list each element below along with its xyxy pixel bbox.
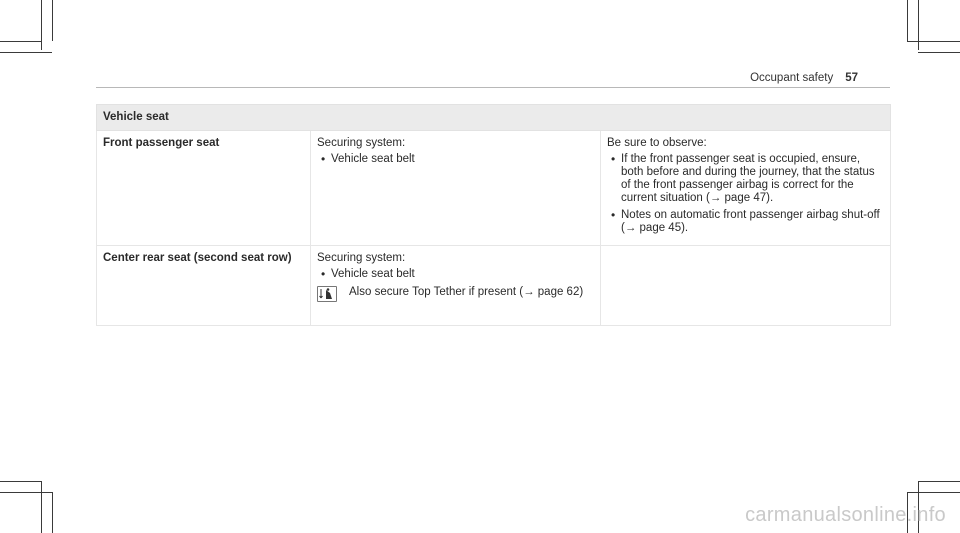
crop-mark xyxy=(41,0,42,50)
section-title: Occupant safety xyxy=(750,72,834,84)
bullet-list xyxy=(607,153,884,235)
list-item: • Vehicle seat belt xyxy=(317,153,594,166)
list-item: • Notes on automatic front passenger airbag shut-off (→ page 45). xyxy=(607,209,884,235)
crop-mark xyxy=(41,481,42,533)
crop-mark xyxy=(907,41,960,42)
row-label: Center rear seat (second seat row) xyxy=(97,246,311,326)
empty-cell xyxy=(601,246,891,326)
crop-mark xyxy=(0,41,41,42)
list-item: • If the front passenger seat is occupied, ensure, both before and during the journey, that the status of the front passenger airbag is correct for the current situation (→ page 47). xyxy=(607,153,884,205)
list-item: • Vehicle seat belt xyxy=(317,268,594,281)
crop-mark xyxy=(907,492,960,493)
cell-intro: Securing system: xyxy=(317,252,406,264)
bullet-list xyxy=(317,268,594,281)
crop-mark xyxy=(0,52,52,53)
table-title: Vehicle seat xyxy=(97,105,891,131)
crop-mark xyxy=(918,481,960,482)
vehicle-seat-table xyxy=(96,104,891,326)
crop-mark xyxy=(0,481,41,482)
crop-mark xyxy=(52,492,53,533)
crop-mark xyxy=(918,0,919,50)
crop-mark xyxy=(907,0,908,41)
crop-mark xyxy=(918,52,960,53)
observe-cell xyxy=(601,131,891,246)
crop-mark xyxy=(52,0,53,41)
header-rule xyxy=(96,87,890,88)
note-text: Also secure Top Tether if present (→ page 62) xyxy=(349,286,584,298)
crop-mark xyxy=(0,492,52,493)
table-row xyxy=(97,131,891,246)
note xyxy=(317,286,594,302)
page-header xyxy=(750,72,858,84)
page-number: 57 xyxy=(845,72,858,84)
watermark: carmanualsonline.info xyxy=(745,504,946,526)
row-label: Front passenger seat xyxy=(97,131,311,246)
table-row xyxy=(97,246,891,326)
bullet-list xyxy=(317,153,594,166)
cell-intro: Securing system: xyxy=(317,137,406,149)
securing-system-cell xyxy=(311,246,601,326)
securing-system-cell xyxy=(311,131,601,246)
cell-intro: Be sure to observe: xyxy=(607,137,707,149)
top-tether-icon xyxy=(317,286,337,302)
